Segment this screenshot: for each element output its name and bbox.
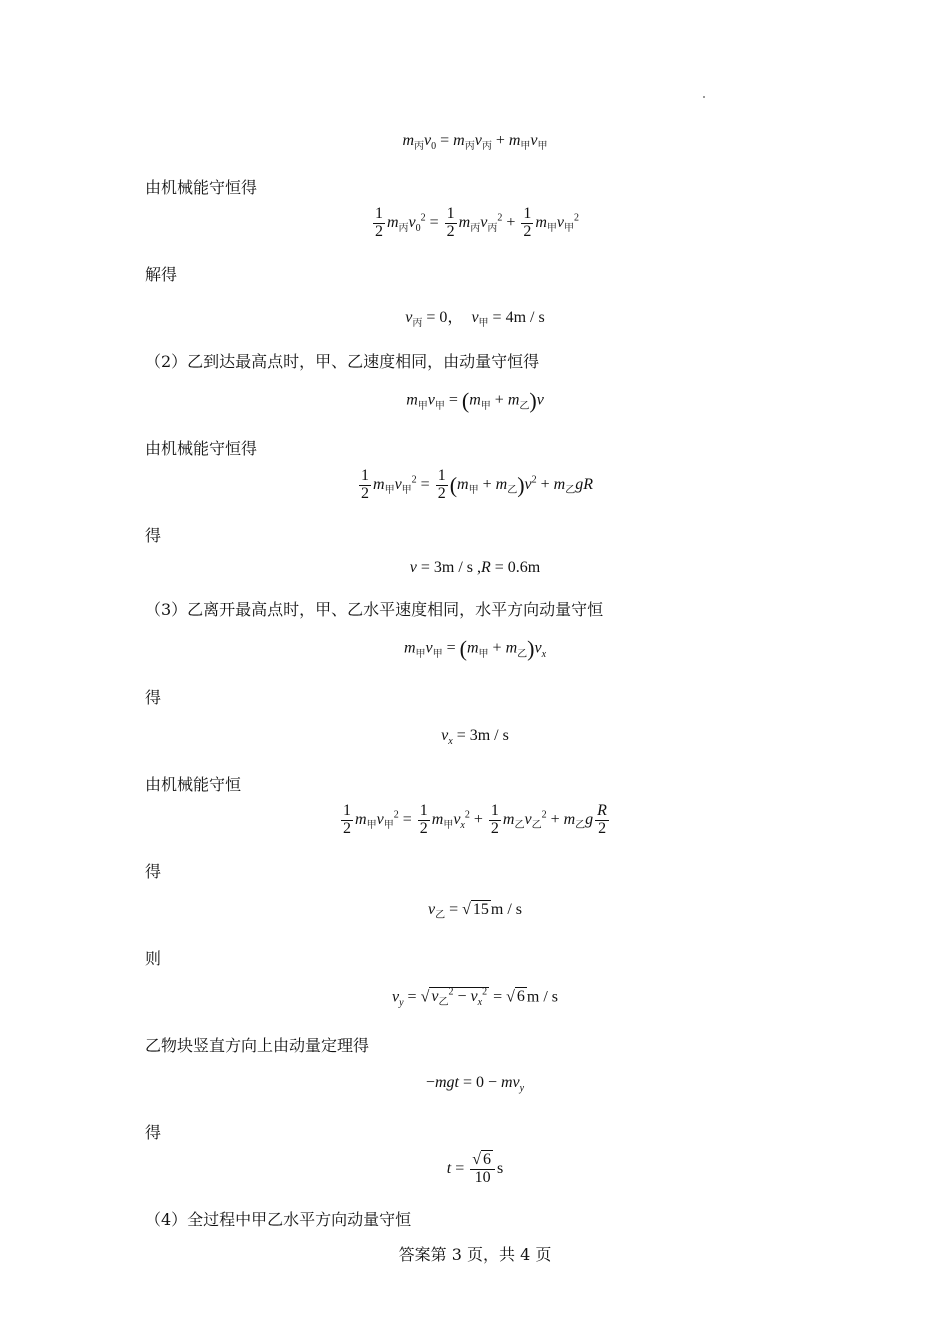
equation-result-2: v = 3m / s ,R = 0.6m (409, 559, 541, 576)
equation-vy: $v_y$ = √ $v_乙^2 - v_x^2$ = √ 6 m / s (391, 987, 558, 1009)
text-line: （4）全过程中甲乙水平方向动量守恒 (145, 1210, 412, 1229)
text-line: 得 (145, 526, 162, 545)
equation-time: t = $\frac{√ 6}{10}$ s (446, 1151, 504, 1186)
text-line: 由机械能守恒得 (145, 439, 258, 458)
text-line: 得 (145, 688, 162, 707)
text-line: 乙物块竖直方向上由动量定理得 (145, 1036, 370, 1055)
scan-dot (703, 96, 705, 98)
equation-result-3: $v_x = 3m / s$ (441, 727, 509, 748)
page-footer: 答案第 3 页，共 4 页 (398, 1245, 552, 1264)
text-line: 得 (145, 862, 162, 881)
equation-momentum-2: $m_甲v_甲 = (m_甲 + m_乙)v$ (406, 388, 544, 413)
equation-energy-2: $\frac{1}{2}$ $m_甲v_甲^2$ = $\frac{1}{2}$ $(m_甲 + m_乙)v^2 + m_乙gR$ (361, 467, 593, 502)
text-line: 由机械能守恒得 (145, 178, 258, 197)
text-line: （3）乙离开最高点时，甲、乙水平速度相同，水平方向动量守恒 (145, 600, 604, 619)
text-line: 由机械能守恒 (145, 775, 242, 794)
equation-momentum-3: $m_甲v_甲 = (m_甲 + m_乙)v_x$ (403, 636, 547, 661)
equation-result-1: $v_丙 = 0$， $v_甲 = 4m / s$ (405, 309, 545, 330)
text-line: （2）乙到达最高点时，甲、乙速度相同，由动量守恒得 (145, 352, 540, 371)
equation-momentum-1: $m_丙v_0 = m_丙v_丙 + m_甲v_甲$ (402, 132, 548, 153)
equation-energy-1: $\frac{1}{2}$ $m_丙v_0^2$ = $\frac{1}{2}$ $m_丙v_丙^2$ + $\frac{1}{2}$ $m_甲v_甲^2$ (374, 205, 580, 240)
equation-result-4: $v_乙$ = √ 15 m / s (427, 901, 523, 922)
text-line: 得 (145, 1123, 162, 1142)
text-line: 解得 (145, 265, 178, 284)
text-line: 则 (145, 949, 162, 968)
equation-energy-3: $\frac{1}{2}$ $m_甲v_甲^2$ = $\frac{1}{2}$ $m_甲v_x^2$ + $\frac{1}{2}$ $m_乙v_乙^2 + m_乙g$ $\frac{R}{2}$ (343, 802, 607, 837)
equation-impulse: $-mgt = 0 - mv_y$ (425, 1074, 525, 1095)
